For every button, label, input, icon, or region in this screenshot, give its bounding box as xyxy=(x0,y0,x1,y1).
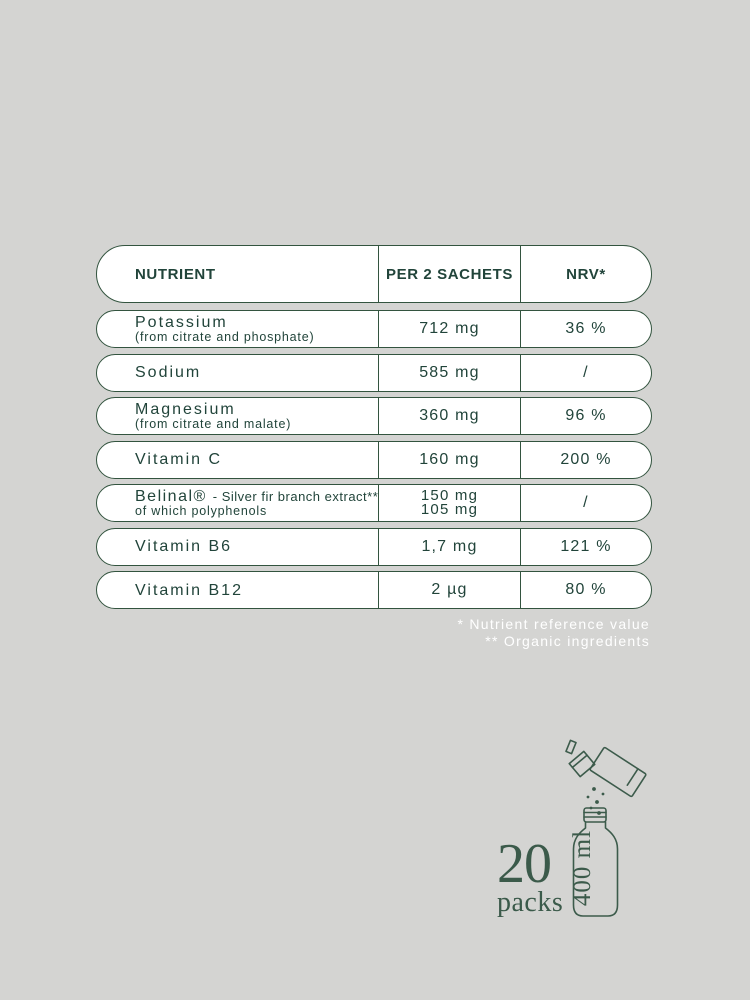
header-per-sachets xyxy=(378,246,520,302)
table-row-vitamin-b6 xyxy=(96,528,652,566)
nutrient-name: Magnesium xyxy=(135,401,236,418)
nutrient-name: Vitamin C xyxy=(135,451,223,468)
nrv-cell xyxy=(520,311,651,347)
amount-cell xyxy=(378,398,520,434)
amount-cell xyxy=(378,311,520,347)
nrv-cell xyxy=(520,485,651,521)
nrv-cell xyxy=(520,442,651,478)
nutrient-sub: of which polyphenols xyxy=(135,504,268,518)
footnotes xyxy=(457,616,650,650)
nrv-cell xyxy=(520,572,651,608)
footnote-organic: ** Organic ingredients xyxy=(485,633,650,649)
header-nutrient xyxy=(97,246,378,302)
nrv-value: 36 % xyxy=(565,320,607,337)
nutrient-name xyxy=(135,488,378,505)
nutrient-name: Potassium xyxy=(135,314,228,331)
amount-value: 360 mg xyxy=(419,407,480,424)
nutrient-cell xyxy=(97,529,378,565)
bottle-icon xyxy=(569,808,618,916)
amount-value: 2 µg xyxy=(431,581,468,598)
nrv-value: / xyxy=(583,363,589,381)
amount-cell xyxy=(378,485,520,521)
header-nutrient-label: NUTRIENT xyxy=(135,265,216,283)
table-row-potassium xyxy=(96,310,652,348)
nutrient-cell xyxy=(97,572,378,608)
nrv-value: 200 % xyxy=(560,450,612,468)
amount-value: 1,7 mg xyxy=(421,537,478,555)
header-nrv-label: NRV* xyxy=(566,265,606,283)
sachet-icon xyxy=(590,747,647,797)
amount-value: 150 mg xyxy=(420,487,479,504)
pack-count-unit: packs xyxy=(497,887,564,918)
sachet-open-icon xyxy=(566,740,595,776)
nrv-value: 80 % xyxy=(565,581,607,598)
amount-value: 160 mg xyxy=(419,450,480,468)
nutrient-sub: (from citrate and malate) xyxy=(135,417,292,431)
belinal-suffix: - Silver fir branch extract** xyxy=(212,489,379,504)
amount-cell xyxy=(378,355,520,391)
amount-cell xyxy=(378,572,520,608)
nrv-value: 121 % xyxy=(560,537,612,555)
nutrient-name: Sodium xyxy=(135,364,202,381)
amount-value: 712 mg xyxy=(419,320,480,337)
nutrient-name: Vitamin B12 xyxy=(135,581,243,599)
table-row-sodium xyxy=(96,354,652,392)
powder-dots xyxy=(587,787,605,815)
nutrient-cell xyxy=(97,355,378,391)
nutrient-cell xyxy=(97,485,378,521)
table-row-vitamin-c xyxy=(96,441,652,479)
nutrient-cell xyxy=(97,311,378,347)
footnote-nrv: * Nutrient reference value xyxy=(457,616,650,632)
header-per-label: PER 2 SACHETS xyxy=(386,265,513,283)
nrv-value: / xyxy=(583,494,589,511)
amount-value-2: 105 mg xyxy=(420,501,479,518)
header-nrv xyxy=(520,246,651,302)
pack-count-number: 20 xyxy=(497,833,551,895)
amount-cell xyxy=(378,442,520,478)
amount-value: 585 mg xyxy=(419,363,480,381)
nutrient-cell xyxy=(97,398,378,434)
nutrient-name: Vitamin B6 xyxy=(135,538,233,555)
nutrient-cell xyxy=(97,442,378,478)
nutrient-sub: (from citrate and phosphate) xyxy=(135,330,315,344)
table-row-vitamin-b12 xyxy=(96,571,652,609)
nrv-cell xyxy=(520,398,651,434)
nrv-cell xyxy=(520,529,651,565)
nrv-cell xyxy=(520,355,651,391)
nrv-value: 96 % xyxy=(565,407,607,424)
amount-cell xyxy=(378,529,520,565)
pouring-sachets-bottle-graphic xyxy=(540,728,660,928)
table-row-belinal xyxy=(96,484,652,522)
belinal-name: Belinal® xyxy=(135,488,207,505)
table-header-row xyxy=(96,245,652,303)
bottle-volume-label: 400 ml xyxy=(569,829,596,907)
nutrition-table xyxy=(96,245,652,615)
table-row-magnesium xyxy=(96,397,652,435)
